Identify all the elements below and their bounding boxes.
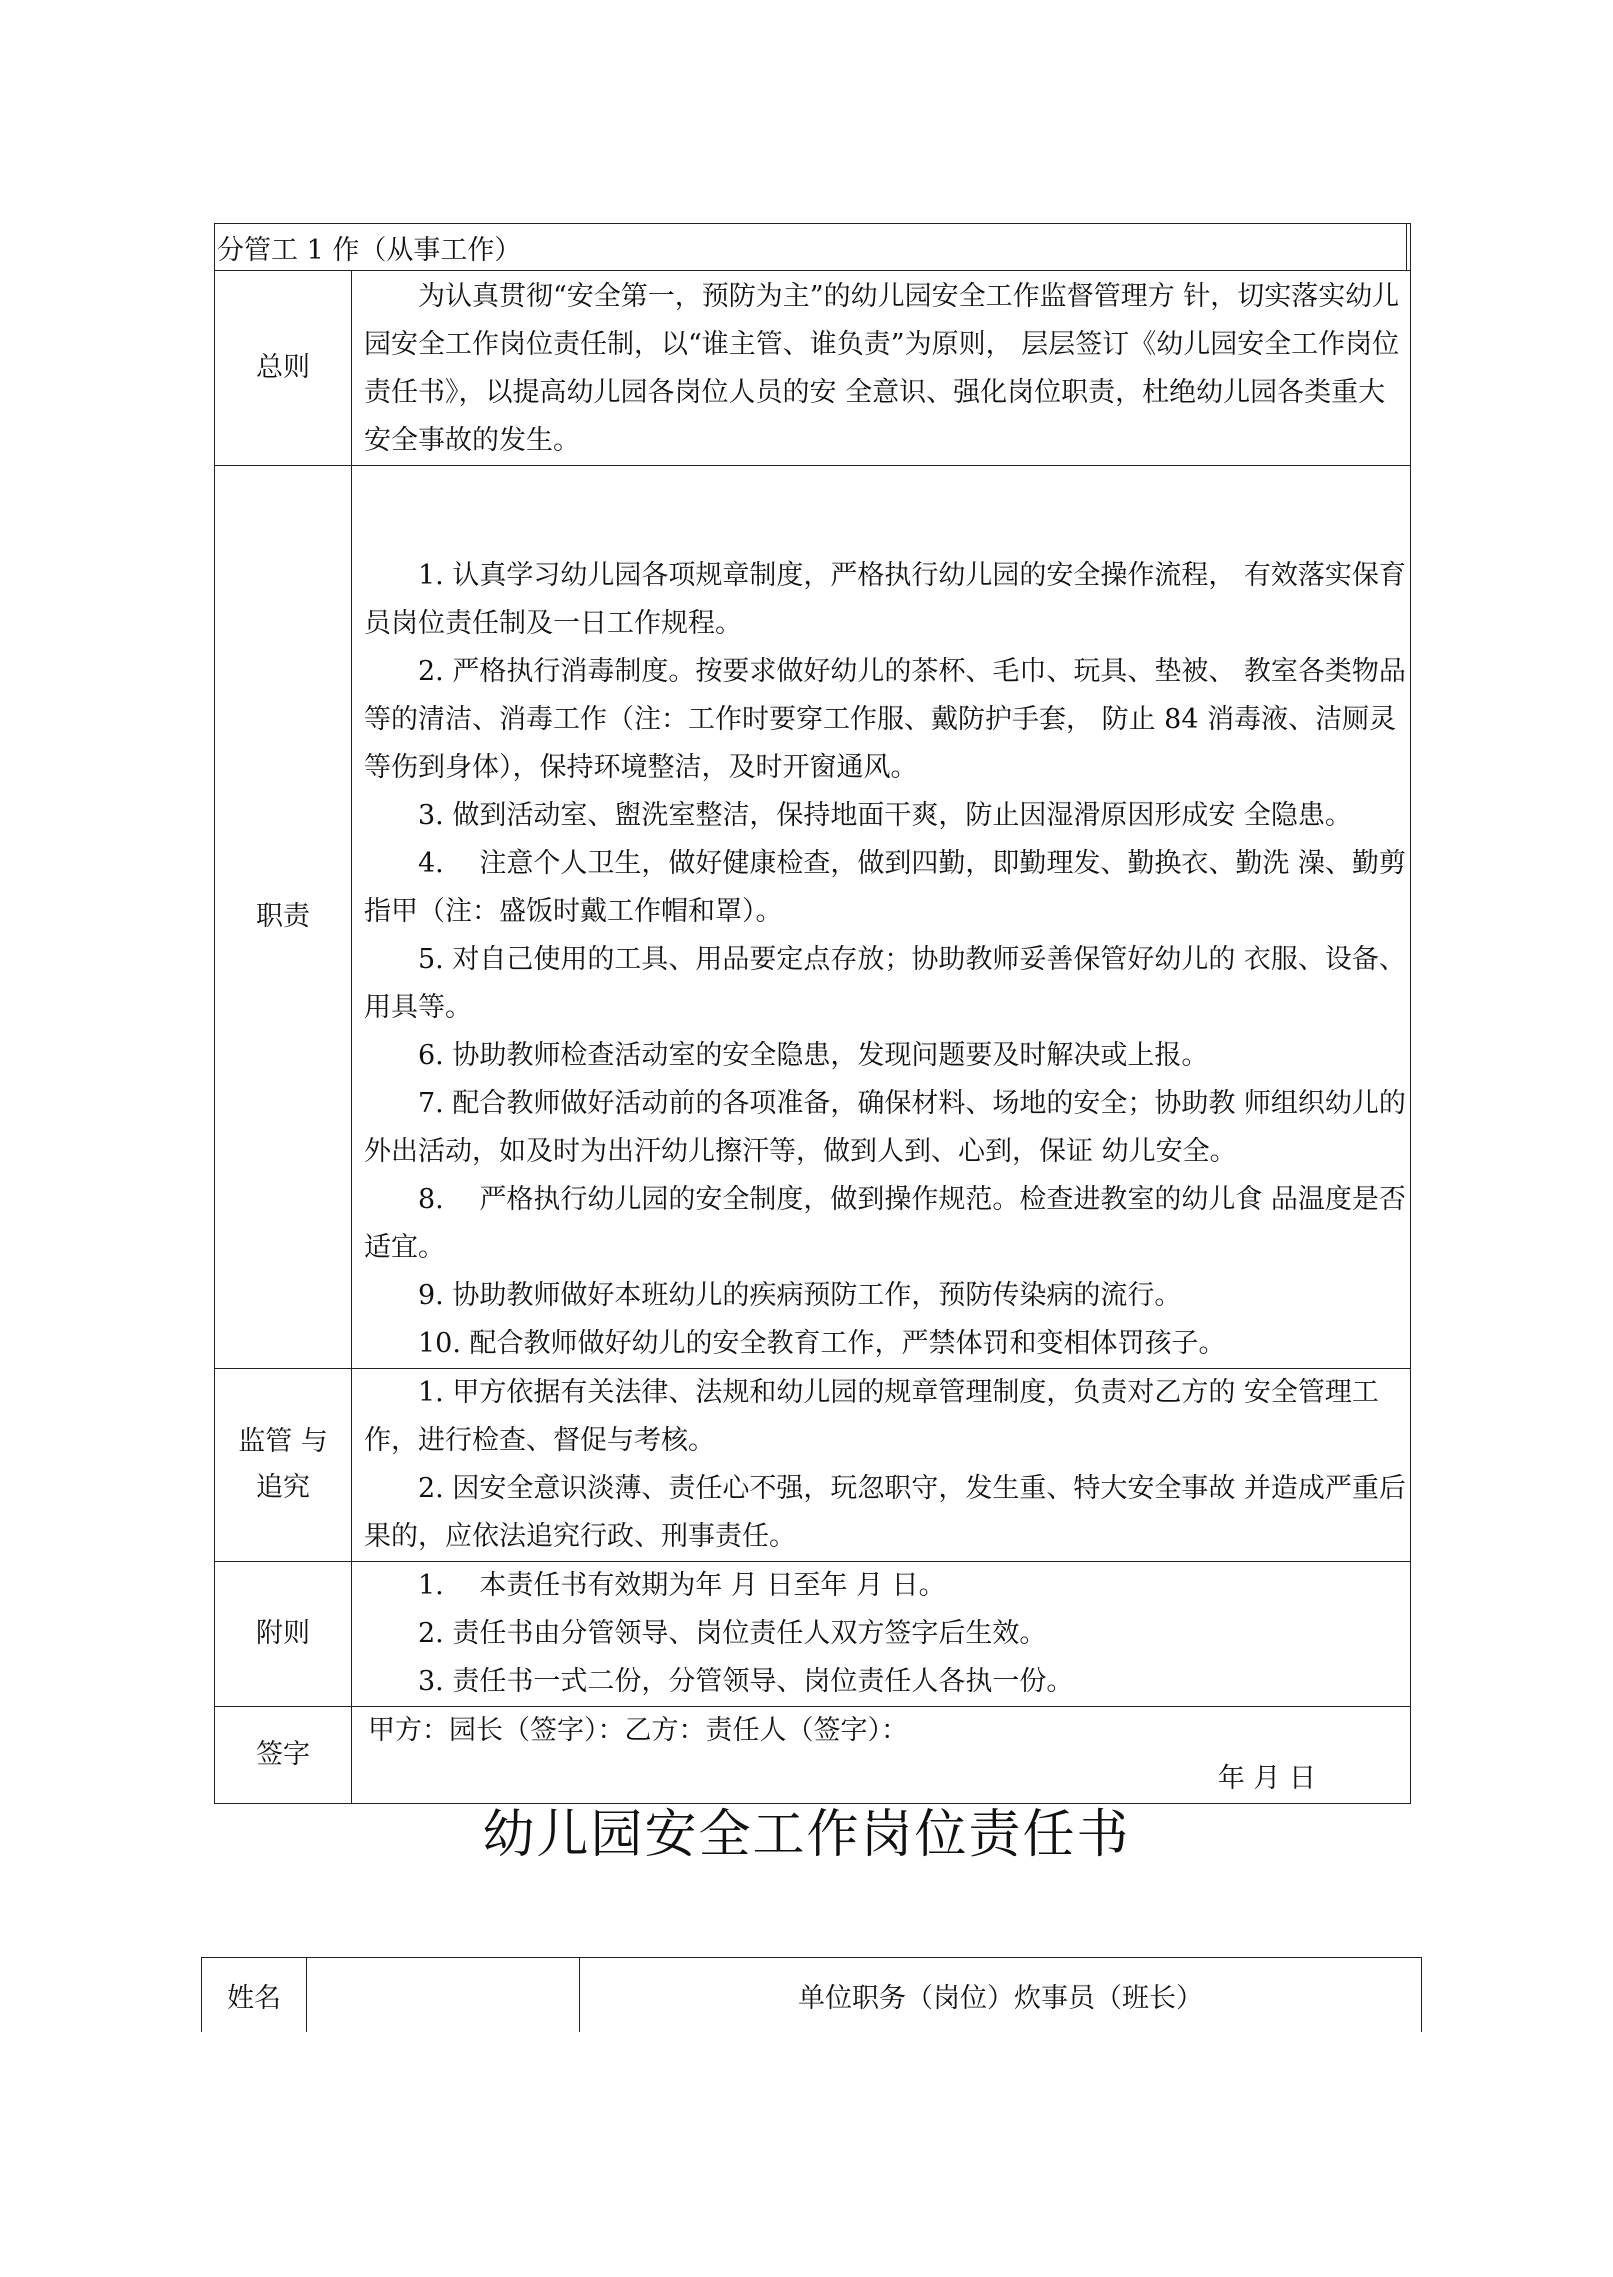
signature-label: 签字	[215, 1707, 352, 1804]
duty-item: 5. 对自己使用的工具、用品要定点存放；协助教师妥善保管好幼儿的 衣服、设备、用具等。	[364, 944, 1406, 1023]
row-supplementary	[215, 1562, 1411, 1707]
row-general	[215, 271, 1411, 466]
supplementary-item: 3. 责任书一式二份，分管领导、岗位责任人各执一份。	[418, 1666, 1074, 1697]
row-work-assignment	[215, 224, 1411, 271]
supervision-item: 2. 因安全意识淡薄、责任心不强，玩忽职守，发生重、特大安全事故 并造成严重后果的，应依法追究行政、刑事责任。	[364, 1473, 1406, 1552]
row-supervision	[215, 1369, 1411, 1562]
row-signature	[215, 1707, 1411, 1804]
name-label: 姓名	[202, 1958, 307, 2033]
duty-item: 8. 严格执行幼儿园的安全制度，做到操作规范。检查进教室的幼儿食 品温度是否适宜。	[364, 1184, 1406, 1263]
supplementary-item: 2. 责任书由分管领导、岗位责任人双方签字后生效。	[418, 1618, 1047, 1649]
duty-item: 7. 配合教师做好活动前的各项准备，确保材料、场地的安全；协助教 师组织幼儿的外出活动，如及时为出汗幼儿擦汗等，做到人到、心到，保证 幼儿安全。	[364, 1088, 1406, 1167]
name-value	[307, 1958, 580, 2033]
supervision-content	[352, 1369, 1411, 1562]
general-text: 为认真贯彻“安全第一，预防为主”的幼儿园安全工作监督管理方 针，切实落实幼儿园安全工作岗位责任制，以“谁主管、谁负责”为原则， 层层签订《幼儿园安全工作岗位责任书》，以提高幼儿园各岗位人员的安 全意识、强化岗位职责，杜绝幼儿园各类重大安全事故的发生。	[364, 281, 1400, 456]
supplementary-label: 附则	[215, 1562, 352, 1707]
duty-item: 6. 协助教师检查活动室的安全隐患，发现问题要及时解决或上报。	[418, 1040, 1209, 1071]
duty-item: 4. 注意个人卫生，做好健康检查，做到四勤，即勤理发、勤换衣、勤洗 澡、勤剪指甲（注：盛饭时戴工作帽和罩）。	[364, 848, 1406, 927]
supplementary-item: 1. 本责任书有效期为年 月 日至年 月 日。	[418, 1570, 946, 1601]
work-assignment-value	[1406, 224, 1410, 271]
row-duties	[215, 466, 1411, 1369]
signature-content	[352, 1707, 1411, 1804]
duty-item: 10. 配合教师做好幼儿的安全教育工作，严禁体罚和变相体罚孩子。	[418, 1328, 1226, 1359]
supplementary-content	[352, 1562, 1411, 1707]
general-label: 总则	[215, 271, 352, 466]
signature-line: 甲方：园长（签字）：乙方：责任人（签字）：	[368, 1715, 908, 1746]
duty-item: 3. 做到活动室、盥洗室整洁，保持地面干爽，防止因湿滑原因形成安 全隐患。	[418, 800, 1352, 831]
work-assignment-label: 分管工 1 作（从事工作）	[215, 224, 1407, 271]
second-table	[201, 1957, 1422, 2032]
document-title: 幼儿园安全工作岗位责任书	[482, 1805, 1131, 1865]
duty-item: 2. 严格执行消毒制度。按要求做好幼儿的茶杯、毛巾、玩具、垫被、 教室各类物品等的清洁、消毒工作（注：工作时要穿工作服、戴防护手套， 防止 84 消毒液、洁厕灵等伤到身体），保持环境整洁，及时开窗通风。	[364, 656, 1406, 783]
position-cell: 单位职务（岗位）炊事员（班长）	[580, 1958, 1422, 2033]
duty-item: 9. 协助教师做好本班幼儿的疾病预防工作，预防传染病的流行。	[418, 1280, 1182, 1311]
general-content	[352, 271, 1411, 466]
responsibility-table	[214, 223, 1411, 1804]
supervision-label: 监管 与 追究	[215, 1369, 352, 1562]
signature-date: 年 月 日	[1217, 1763, 1316, 1794]
duties-content	[352, 466, 1411, 1369]
duty-item: 1. 认真学习幼儿园各项规章制度，严格执行幼儿园的安全操作流程， 有效落实保育员岗位责任制及一日工作规程。	[364, 560, 1406, 639]
supervision-item: 1. 甲方依据有关法律、法规和幼儿园的规章管理制度，负责对乙方的 安全管理工作，进行检查、督促与考核。	[364, 1377, 1379, 1456]
row-name-position	[202, 1958, 1422, 2033]
duties-label: 职责	[215, 466, 352, 1369]
